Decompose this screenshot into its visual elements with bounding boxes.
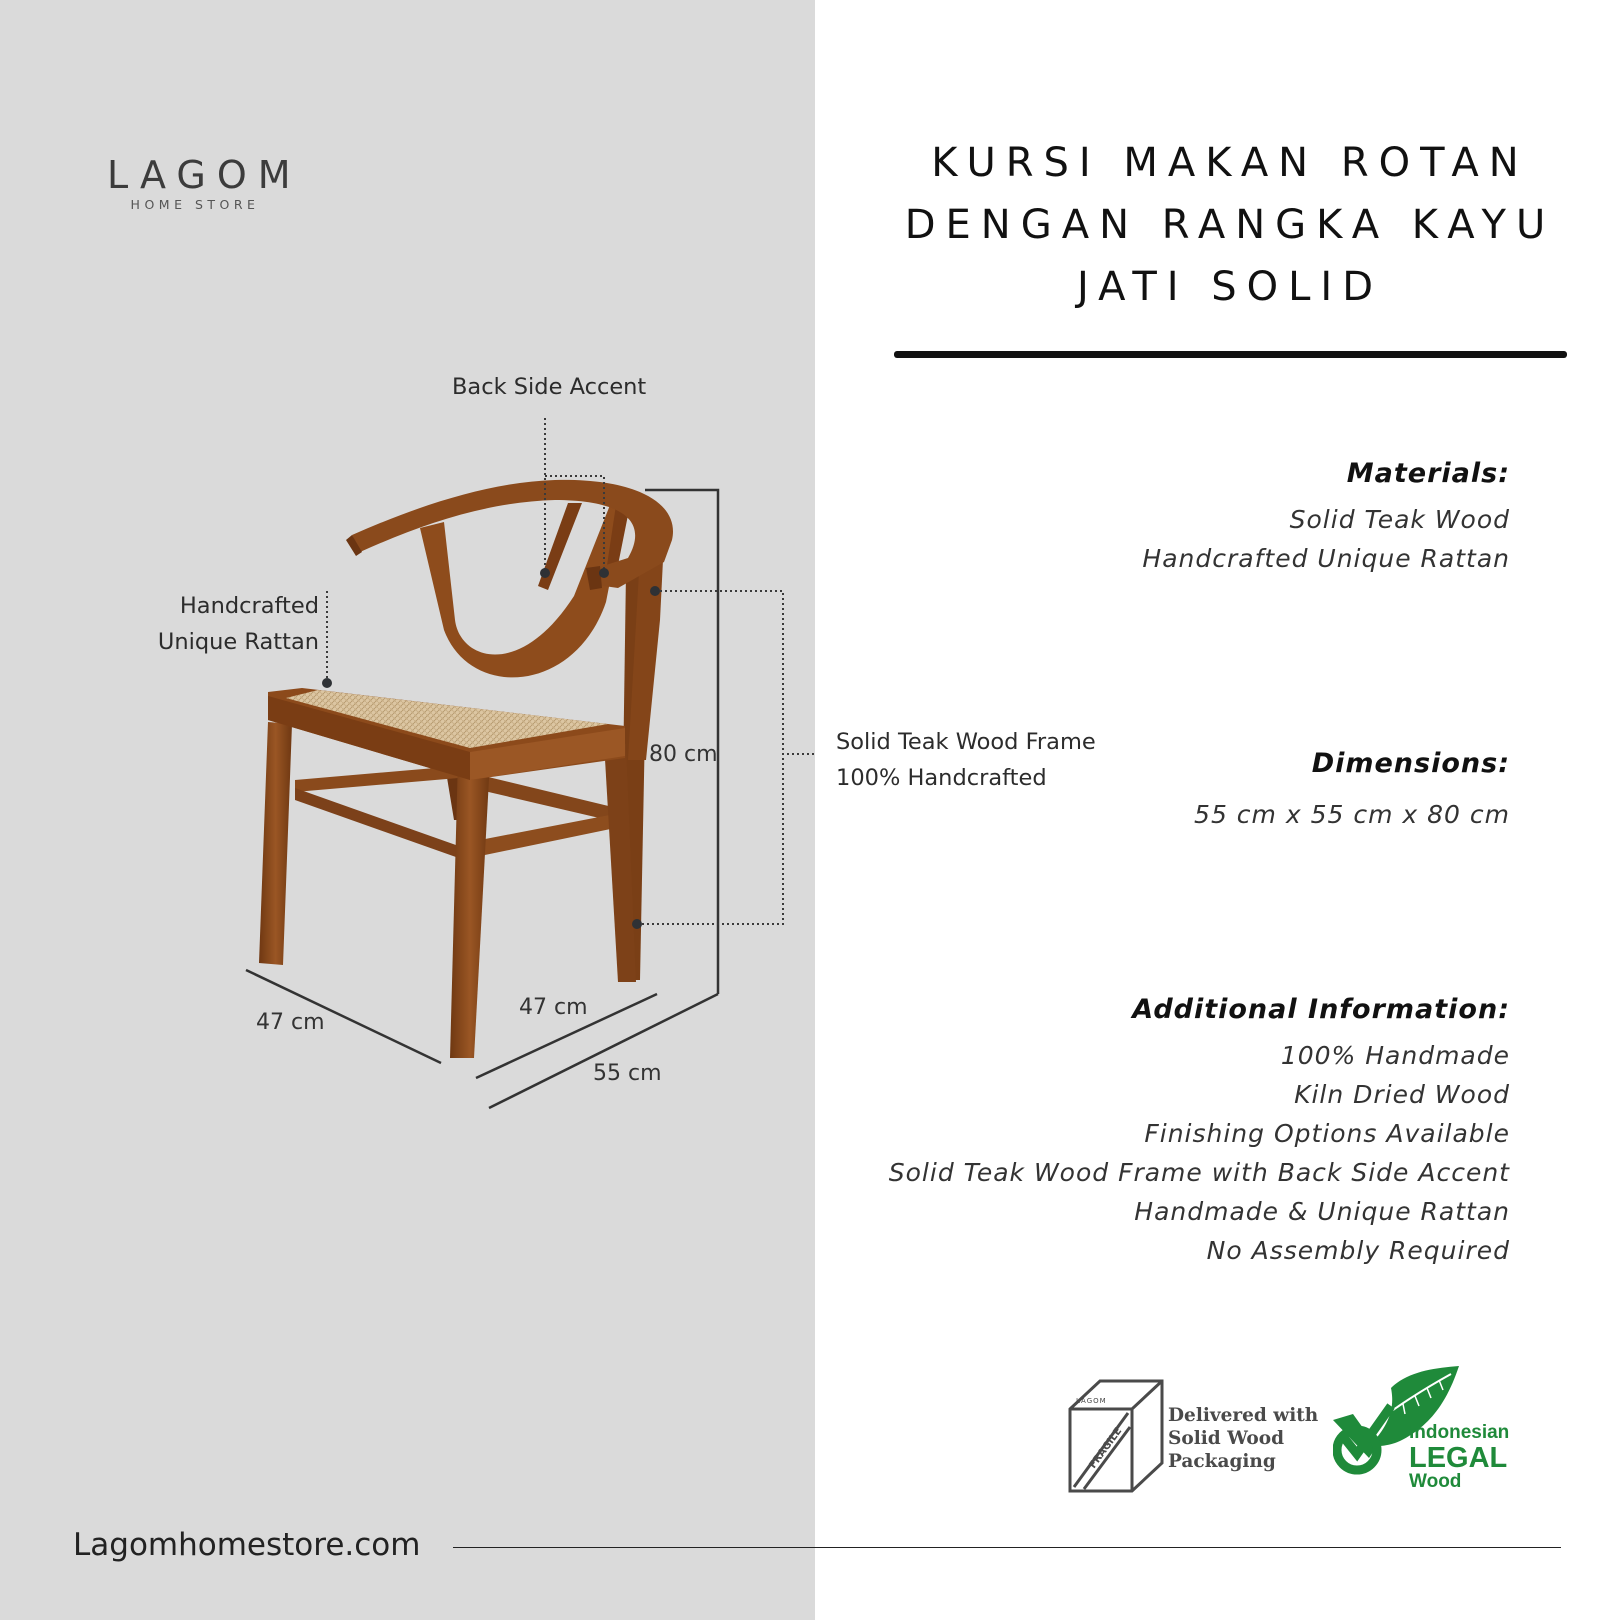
legal-line3: Wood [1409,1471,1462,1492]
packaging-box-icon [1066,1377,1166,1495]
marker-frame-bottom [632,919,642,929]
materials-item: Solid Teak Wood [1289,505,1510,534]
dimensions-section [1194,744,1510,834]
legal-line2: LEGAL [1409,1442,1508,1474]
callout-back-side-accent-text: Back Side Accent [452,374,647,400]
dimensions-value: 55 cm x 55 cm x 80 cm [1194,800,1510,829]
dim-depth-seat-label: 47 cm [519,995,588,1020]
callout-rattan-line1: Handcrafted [179,593,319,619]
marker-back-accent-right [599,568,609,578]
product-title [880,132,1580,318]
chair-front-leg-left [259,722,292,965]
footer-divider [453,1547,1561,1548]
title-line-2: DENGAN RANGKA KAYU [904,202,1556,248]
packaging-box-brand: LAGOM [1076,1397,1107,1405]
dim-height-label: 80 cm [649,742,718,767]
callout-back-side-accent [452,369,646,405]
marker-frame-top [650,586,660,596]
callout-frame-line2: 100% Handcrafted [836,765,1047,791]
chair-image [259,480,673,1058]
chair-stretcher-front [480,812,625,856]
additional-info-item: No Assembly Required [1206,1236,1510,1265]
dim-depth-left-label: 47 cm [256,1010,325,1035]
additional-info-heading: Additional Information: [1132,994,1510,1025]
callout-frame-line1: Solid Teak Wood Frame [836,729,1096,755]
dim-width-label: 55 cm [593,1061,662,1086]
chair-stretcher-side [295,788,470,862]
materials-item: Handcrafted Unique Rattan [1142,544,1510,573]
additional-info-item: Finishing Options Available [1144,1119,1510,1148]
chair-crest-rail [352,480,673,588]
materials-heading: Materials: [1346,458,1510,489]
callout-rattan [158,588,319,660]
packaging-badge-text [1168,1404,1318,1473]
packaging-line1: Delivered with [1168,1405,1319,1426]
packaging-line3: Packaging [1168,1451,1276,1472]
callout-rattan-line2: Unique Rattan [157,629,319,655]
packaging-line2: Solid Wood [1168,1428,1285,1449]
title-line-1: KURSI MAKAN ROTAN [931,140,1529,186]
additional-info-item: Handmade & Unique Rattan [1134,1197,1510,1226]
additional-info-item: Kiln Dried Wood [1294,1080,1510,1109]
additional-info-item: 100% Handmade [1280,1041,1510,1070]
legal-line1: Indonesian [1409,1422,1510,1443]
legal-wood-text [1409,1422,1509,1492]
title-line-3: JATI SOLID [1076,264,1384,310]
marker-rattan [322,678,332,688]
callout-frame [836,724,1096,796]
title-divider [894,351,1567,358]
additional-info-item: Solid Teak Wood Frame with Back Side Accent [888,1158,1510,1187]
brand-tagline: HOME STORE [130,197,260,212]
packaging-fragile-label: FRAGILE [1087,1425,1125,1471]
brand-name: LAGOM [107,153,302,197]
materials-section [1142,454,1510,578]
footer-website: Lagomhomestore.com [73,1527,421,1563]
marker-back-accent-left [540,568,550,578]
dimensions-heading: Dimensions: [1311,748,1510,779]
additional-info-section [889,990,1510,1270]
